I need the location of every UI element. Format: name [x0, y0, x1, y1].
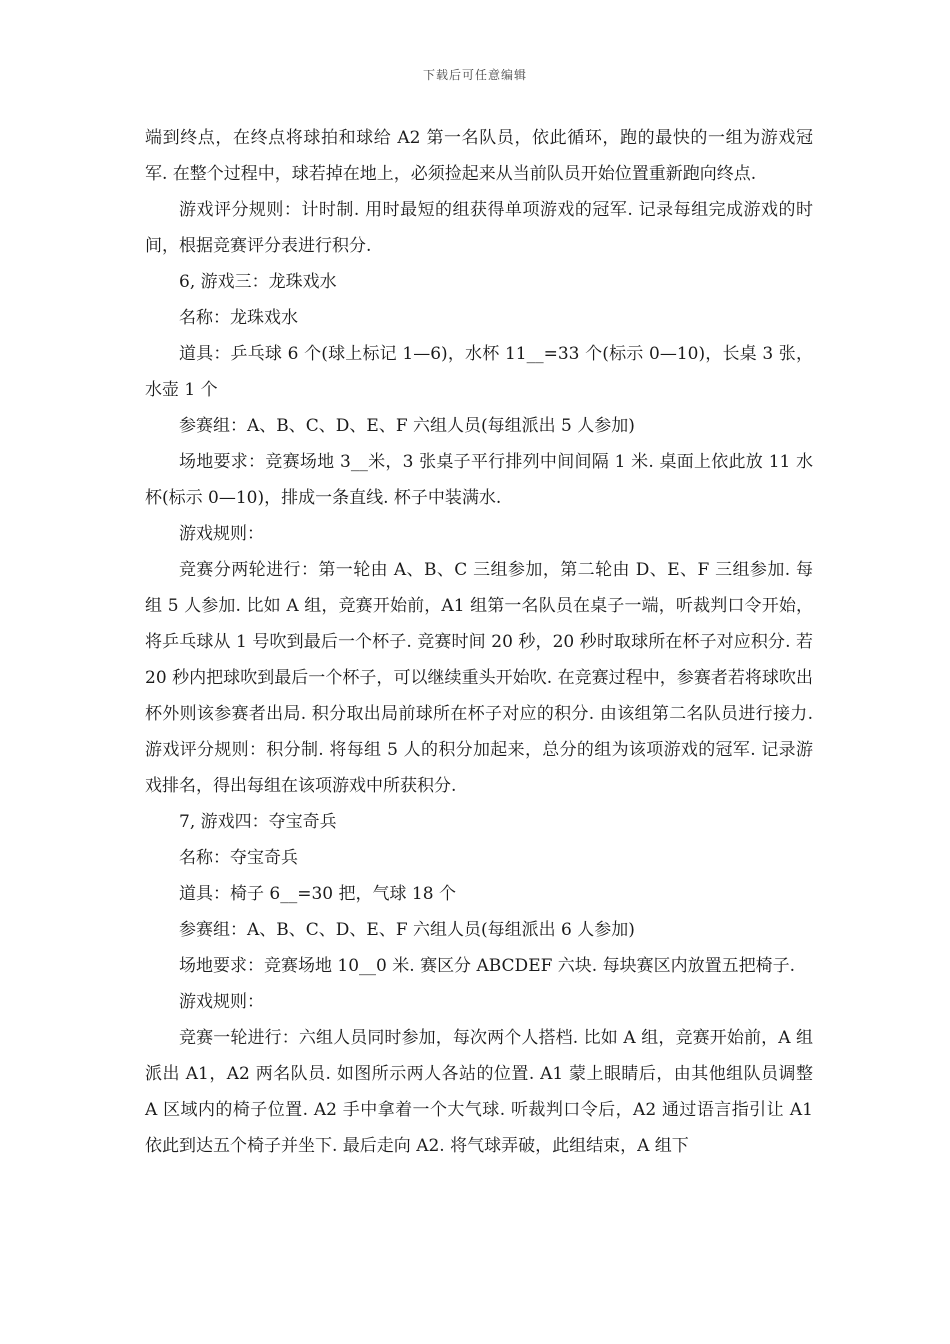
paragraph-game3-rules: 竞赛分两轮进行：第一轮由 A、B、C 三组参加，第二轮由 D、E、F 三组参加. 每组 5 人参加. 比如 A 组，竞赛开始前，A1 组第一名队员在桌子一端，听裁判口令开始，将乒乓球从 1 号吹到最后一个杯子. 竞赛时间 20 秒，20 秒时取球所在杯子对应积分. 若 20 秒内把球吹到最后一个杯子，可以继续重头开始吹. 在竞赛过程中，参赛者若将球吹出杯外则该参赛者出局. 积分取出局前球所在杯子对应的积分. 由该组第二名队员进行接力. 游戏评分规则：积分制. 将每组 5 人的积分加起来，总分的组为该项游戏的冠军. 记录游戏排名，得出每组在该项游戏中所获积分. — [145, 560, 813, 796]
paragraph-game4-props: 道具：椅子 6__=30 把，气球 18 个 — [179, 884, 456, 904]
paragraph-game4-rules-heading: 游戏规则： — [179, 992, 264, 1012]
page-header-note: 下载后可任意编辑 — [422, 68, 527, 82]
paragraph-game4-venue: 场地要求：竞赛场地 10__0 米. 赛区分 ABCDEF 六块. 每块赛区内放置五把椅子. — [179, 956, 796, 976]
paragraph-game2-continuation: 端到终点，在终点将球拍和球给 A2 第一名队员，依此循环，跑的最快的一组为游戏冠军. 在整个过程中，球若掉在地上，必须捡起来从当前队员开始位置重新跑向终点. — [145, 128, 813, 184]
paragraph-game3-name: 名称：龙珠戏水 — [179, 308, 298, 328]
paragraph-game3-venue: 场地要求：竞赛场地 3__米，3 张桌子平行排列中间间隔 1 米. 桌面上依此放 11 水杯(标示 0—10)，排成一条直线. 杯子中装满水. — [145, 452, 813, 508]
paragraph-game3-teams: 参赛组：A、B、C、D、E、F 六组人员(每组派出 5 人参加) — [179, 416, 635, 436]
paragraph-game4-teams: 参赛组：A、B、C、D、E、F 六组人员(每组派出 6 人参加) — [179, 920, 635, 940]
paragraph-game3-props: 道具：乒乓球 6 个(球上标记 1—6)，水杯 11__=33 个(标示 0—10)，长桌 3 张，水壶 1 个 — [145, 344, 813, 400]
section-heading-game4: 7, 游戏四：夺宝奇兵 — [179, 812, 337, 832]
paragraph-game4-rules: 竞赛一轮进行：六组人员同时参加，每次两个人搭档. 比如 A 组，竞赛开始前，A 组派出 A1，A2 两名队员. 如图所示两人各站的位置. A1 蒙上眼睛后，由其他组队员调整 A 区域内的椅子位置. A2 手中拿着一个大气球. 听裁判口令后，A2 通过语言指引让 A1 依此到达五个椅子并坐下. 最后走向 A2. 将气球弄破，此组结束，A 组下 — [145, 1028, 813, 1156]
paragraph-game4-name: 名称：夺宝奇兵 — [179, 848, 298, 868]
document-body — [145, 120, 813, 1164]
paragraph-game3-rules-heading: 游戏规则： — [179, 524, 264, 544]
paragraph-game2-scoring: 游戏评分规则：计时制. 用时最短的组获得单项游戏的冠军. 记录每组完成游戏的时间，根据竞赛评分表进行积分. — [145, 200, 813, 256]
section-heading-game3: 6, 游戏三：龙珠戏水 — [179, 272, 337, 292]
